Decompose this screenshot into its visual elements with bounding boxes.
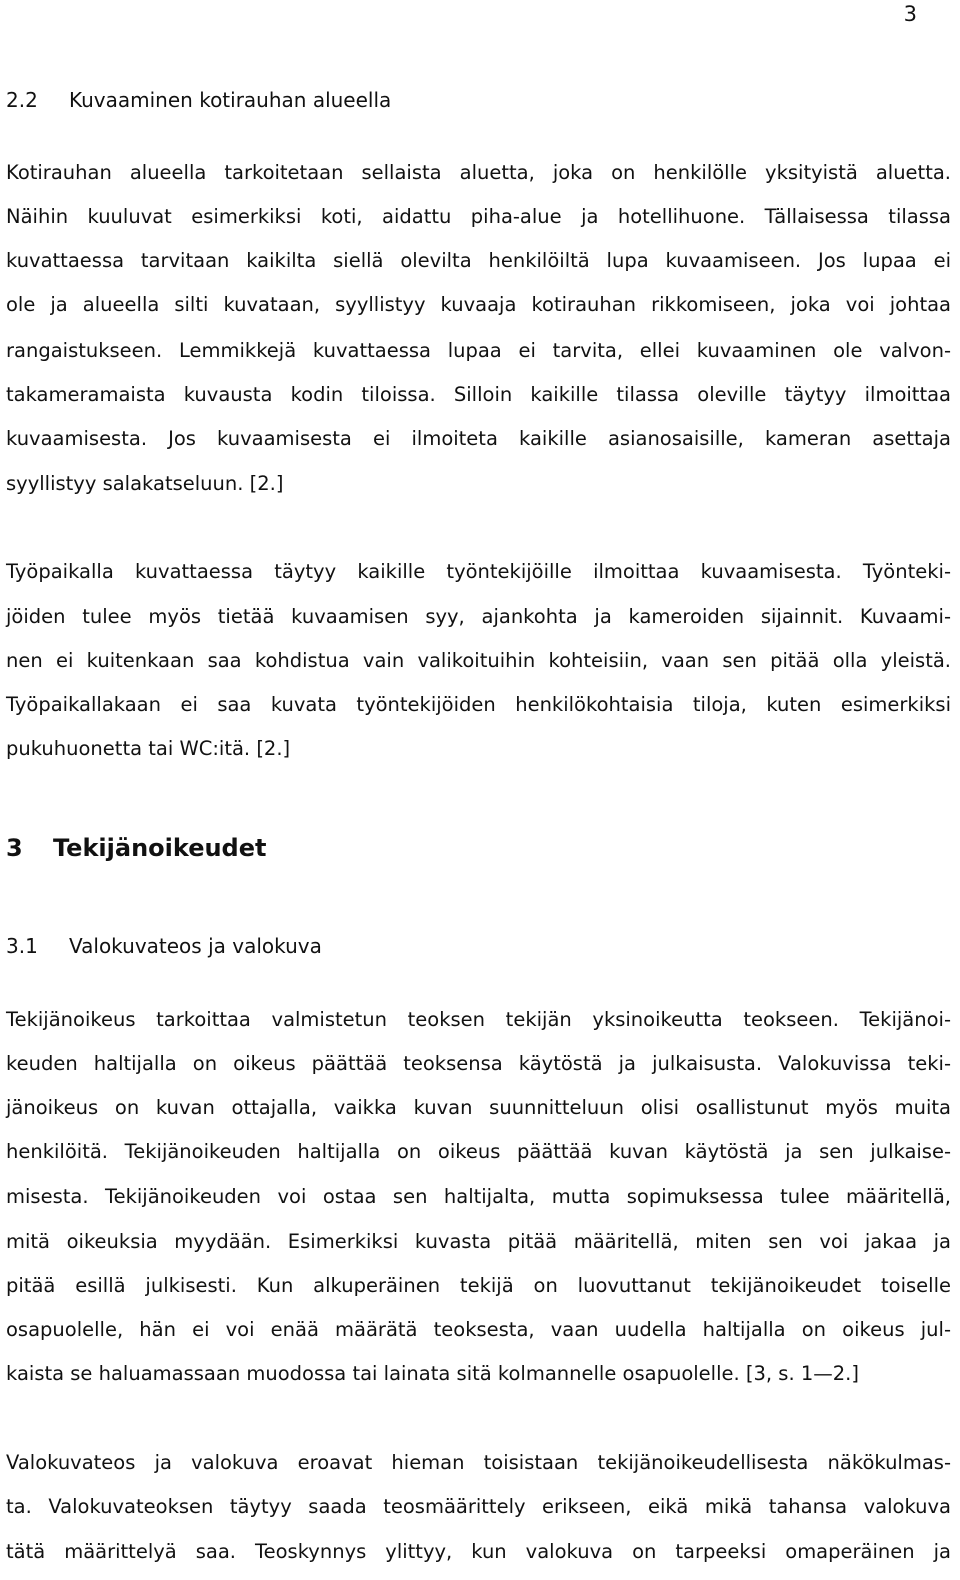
- text-line: Työpaikalla kuvattaessa täytyy kaikille työntekijöille ilmoittaa kuvaamisesta. Työnteki-: [6, 560, 951, 583]
- section-number: 2.2: [6, 88, 38, 112]
- text-line: misesta. Tekijänoikeuden voi ostaa sen haltijalta, mutta sopimuksessa tulee määritellä,: [6, 1185, 951, 1208]
- text-line: kuvaamisesta. Jos kuvaamisesta ei ilmoiteta kaikille asianosaisille, kameran asettaja: [6, 427, 951, 450]
- text-line: jänoikeus on kuvan ottajalla, vaikka kuvan suunnitteluun olisi osallistunut myös muita: [6, 1096, 951, 1119]
- text-line: henkilöitä. Tekijänoikeuden haltijalla on oikeus päättää kuvan käytöstä ja sen julkaise-: [6, 1140, 951, 1163]
- text-line: nen ei kuitenkaan saa kohdistua vain valikoituihin kohteisiin, vaan sen pitää olla yleistä.: [6, 649, 951, 672]
- text-line: Työpaikallakaan ei saa kuvata työntekijöiden henkilökohtaisia tiloja, kuten esimerkiksi: [6, 693, 951, 716]
- text-line: takameramaista kuvausta kodin tiloissa. Silloin kaikille tilassa oleville täytyy ilmoittaa: [6, 383, 951, 406]
- chapter-title: Tekijänoikeudet: [53, 834, 267, 862]
- text-line: mitä oikeuksia myydään. Esimerkiksi kuvasta pitää määritellä, miten sen voi jakaa ja: [6, 1230, 951, 1253]
- text-line: Valokuvateos ja valokuva eroavat hieman toisistaan tekijänoikeudellisesta näkökulmas-: [6, 1451, 951, 1474]
- text-line: syyllistyy salakatseluun. [2.]: [6, 472, 284, 495]
- text-line: jöiden tulee myös tietää kuvaamisen syy, ajankohta ja kameroiden sijainnit. Kuvaami-: [6, 605, 951, 628]
- page-number: 3: [903, 2, 917, 26]
- text-line: Näihin kuuluvat esimerkiksi koti, aidattu piha-alue ja hotellihuone. Tällaisessa tilassa: [6, 205, 951, 228]
- chapter-number: 3: [6, 834, 23, 862]
- section-title: Valokuvateos ja valokuva: [69, 934, 322, 958]
- text-line: ta. Valokuvateoksen täytyy saada teosmäärittely erikseen, eikä mikä tahansa valokuva: [6, 1495, 951, 1518]
- text-line: kuvattaessa tarvitaan kaikilta siellä olevilta henkilöiltä lupa kuvaamiseen. Jos lupaa ei: [6, 249, 951, 272]
- section-title: Kuvaaminen kotirauhan alueella: [69, 88, 392, 112]
- text-line: tätä määrittelyä saa. Teoskynnys ylittyy, kun valokuva on tarpeeksi omaperäinen ja: [6, 1540, 951, 1563]
- text-line: pukuhuonetta tai WC:itä. [2.]: [6, 737, 291, 760]
- text-line: pitää esillä julkisesti. Kun alkuperäinen tekijä on luovuttanut tekijänoikeudet toiselle: [6, 1274, 951, 1297]
- section-number: 3.1: [6, 934, 38, 958]
- text-line: Tekijänoikeus tarkoittaa valmistetun teoksen tekijän yksinoikeutta teokseen. Tekijänoi-: [6, 1008, 951, 1031]
- text-line: rangaistukseen. Lemmikkejä kuvattaessa lupaa ei tarvita, ellei kuvaaminen ole valvon-: [6, 339, 951, 362]
- text-line: osapuolelle, hän ei voi enää määrätä teoksesta, vaan uudella haltijalla on oikeus jul-: [6, 1318, 951, 1341]
- text-line: Kotirauhan alueella tarkoitetaan sellaista aluetta, joka on henkilölle yksityistä aluetta.: [6, 161, 951, 184]
- text-line: ole ja alueella silti kuvataan, syyllistyy kuvaaja kotirauhan rikkomiseen, joka voi johtaa: [6, 293, 951, 316]
- text-line: kaista se haluamassaan muodossa tai lainata sitä kolmannelle osapuolelle. [3, s. 1—2.]: [6, 1362, 859, 1385]
- text-line: keuden haltijalla on oikeus päättää teoksensa käytöstä ja julkaisusta. Valokuvissa teki-: [6, 1052, 951, 1075]
